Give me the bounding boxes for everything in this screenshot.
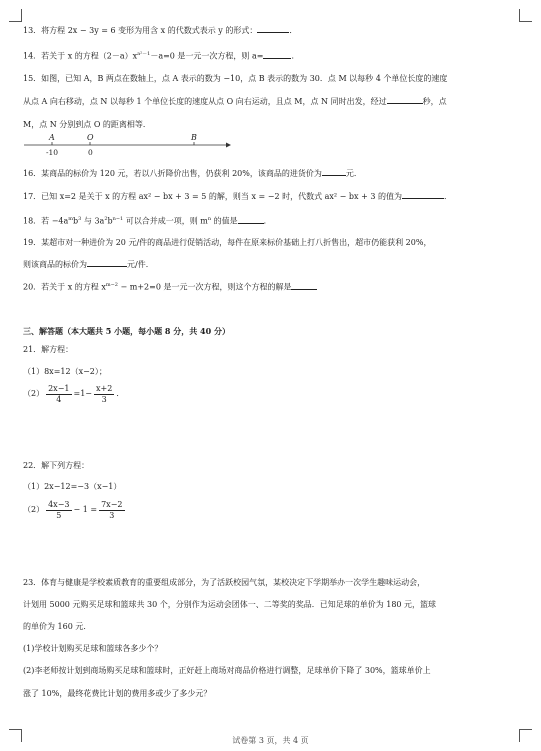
term: b xyxy=(73,216,79,226)
number-line-arrow xyxy=(226,143,231,148)
question-14-end: ． xyxy=(291,51,300,61)
question-18 xyxy=(23,214,272,227)
numerator: x+2 xyxy=(96,383,113,393)
exp: m xyxy=(68,216,74,222)
fraction xyxy=(99,500,124,521)
question-18-end: ． xyxy=(263,216,272,226)
equation-middle: =1− xyxy=(73,389,92,398)
question-19-line-2 xyxy=(23,259,154,270)
question-21-part-2 xyxy=(23,383,124,405)
question-14-text: 14．若关于 x 的方程（2－a）x xyxy=(23,51,138,61)
question-16-end: 元． xyxy=(345,169,362,178)
denominator: 3 xyxy=(109,510,115,520)
question-19-line-1: 19．某超市对一种进价为 20 元/件的商品进行促销活动，每件在原来标价基础上打八折售出，超市仍能获利 20%， xyxy=(23,238,432,247)
denominator: 3 xyxy=(101,394,107,404)
question-17 xyxy=(23,191,452,202)
question-20 xyxy=(23,280,317,293)
question-19-end: 元/件． xyxy=(127,260,154,269)
fraction xyxy=(46,500,71,521)
term: 的值是 xyxy=(211,216,238,226)
exp: m−2 xyxy=(105,282,118,288)
question-13-end: ． xyxy=(289,26,298,35)
question-18-text: 18．若 −4a xyxy=(23,216,69,226)
question-15-line-3: M，点 N 分别到点 O 的距离相等． xyxy=(23,120,151,129)
point-o-label: O xyxy=(87,133,94,142)
point-b-label: B xyxy=(191,133,197,142)
question-19-line-2-text: 则该商品的标价为 xyxy=(23,260,87,269)
part-label: （2） xyxy=(23,505,45,514)
question-17-end: ． xyxy=(443,192,452,201)
question-15-line-2a: 从点 A 向右移动，点 N 以每秒 1 个单位长度的速度从点 O 向右运动，且点 M，点 N 同时出发，经过 xyxy=(23,97,387,106)
question-14-exponent: a²－1 xyxy=(137,51,151,57)
question-13-text: 13．将方程 2x − 3y = 6 变形为用含 x 的代数式表示 y 的形式： xyxy=(23,26,258,35)
numerator: 7x−2 xyxy=(101,499,123,509)
question-16 xyxy=(23,168,362,179)
question-15-line-2b: 秒，点 xyxy=(422,97,447,106)
question-23-line-3: 的单价为 160 元． xyxy=(23,622,92,631)
part-label: （2） xyxy=(23,389,45,398)
denominator: 4 xyxy=(56,394,62,404)
answer-blank[interactable] xyxy=(257,25,289,33)
term: b xyxy=(107,216,113,226)
term: 可以合并成一项，则 m xyxy=(123,216,208,226)
number-line-figure xyxy=(22,132,232,162)
question-15-line-1: 15．如图，已知 A，B 两点在数轴上，点 A 表示的数为 −10，点 B 表示的数为 30．点 M 以每秒 4 个单位长度的速度 xyxy=(23,74,448,83)
question-23-sub-2a: (2)李老师按计划到商场购买足球和篮球时，正好赶上商场对商品价格进行调整，足球单价下降了 30%，篮球单价上 xyxy=(23,666,431,675)
question-21-part-1: （1）8x=12（x−2）； xyxy=(23,367,107,376)
answer-blank[interactable] xyxy=(238,216,264,224)
exp: 2 xyxy=(104,216,108,222)
question-15-line-2 xyxy=(23,96,447,107)
question-23-sub-1: (1)学校计划购买足球和篮球各多少个？ xyxy=(23,644,163,653)
question-22-part-1: （1）2x−12=−3（x−1） xyxy=(23,482,122,491)
fraction xyxy=(46,384,71,405)
answer-blank[interactable] xyxy=(263,51,291,59)
section-3-heading: 三、解答题（本大题共 5 小题，每小题 8 分，共 40 分） xyxy=(23,326,230,336)
corner-mark-top-left xyxy=(9,9,22,22)
tick-o-label: 0 xyxy=(88,148,93,157)
answer-blank[interactable] xyxy=(291,282,317,290)
answer-blank[interactable] xyxy=(87,259,127,267)
question-17-text: 17．已知 x=2 是关于 x 的方程 ax² − bx + 3 = 5 的解，则当 x = −2 时，代数式 ax² − bx + 3 的值为 xyxy=(23,192,402,201)
question-14-rest: －a=0 是一元一次方程，则 a= xyxy=(150,51,264,61)
denominator: 5 xyxy=(56,510,62,520)
question-20-text: 20．若关于 x 的方程 x xyxy=(23,282,106,292)
corner-mark-top-right xyxy=(519,9,532,22)
answer-blank[interactable] xyxy=(322,168,346,176)
question-23-line-1: 23．体育与健康是学校素质教育的重要组成部分，为了活跃校园气氛，某校决定下学期举办一次学生趣味运动会， xyxy=(23,578,426,587)
exp: n xyxy=(207,216,212,222)
exp: n−1 xyxy=(112,216,124,222)
question-13 xyxy=(23,25,297,36)
question-23-sub-2b: 涨了 10%，最终花费比计划的费用多或少了多少元？ xyxy=(23,689,212,698)
tick-a-label: -10 xyxy=(46,148,59,157)
question-23-line-2: 计划用 5000 元购买足球和篮球共 30 个，分别作为运动会团体一、二等奖的奖品．已知足球的单价为 180 元，篮球 xyxy=(23,600,437,609)
question-21-title: 21．解方程： xyxy=(23,345,74,354)
numerator: 4x−3 xyxy=(48,499,70,509)
numerator: 2x−1 xyxy=(48,383,70,393)
page-footer: 试卷第 3 页，共 4 页 xyxy=(232,736,309,745)
fraction xyxy=(94,384,114,405)
term: 与 3a xyxy=(81,216,105,226)
question-20-rest: − m+2=0 是一元一次方程，则这个方程的解是 xyxy=(117,282,292,292)
question-22-title: 22．解下列方程： xyxy=(23,461,90,470)
equation-middle: − 1 = xyxy=(73,505,98,514)
point-a-label: A xyxy=(49,133,55,142)
answer-blank[interactable] xyxy=(387,96,423,104)
question-14 xyxy=(23,49,299,62)
exp: 3 xyxy=(78,216,82,222)
answer-blank[interactable] xyxy=(402,191,444,199)
question-16-text: 16．某商品的标价为 120 元，若以八折降价出售，仍获利 20%，该商品的进货价为 xyxy=(23,169,322,178)
equation-end: ． xyxy=(116,389,125,398)
question-22-part-2 xyxy=(23,499,127,521)
